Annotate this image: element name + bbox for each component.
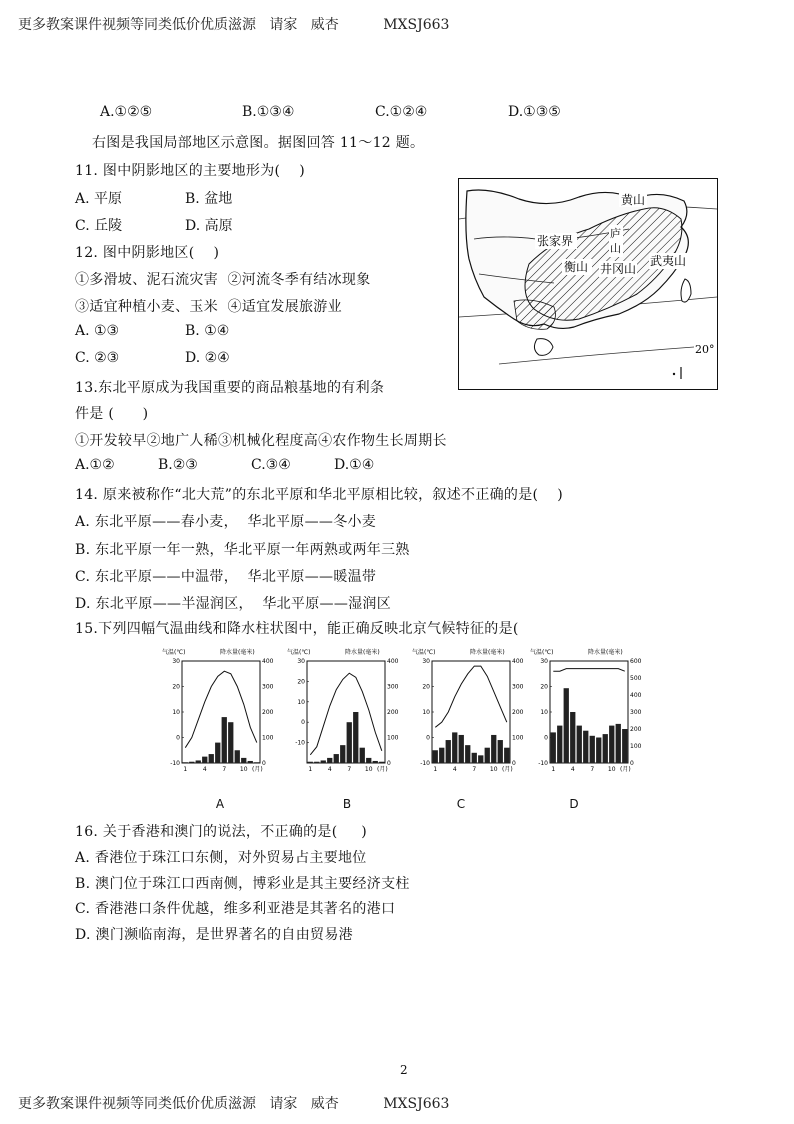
temp-curve [553,669,625,672]
precip-tick-label: 300 [262,683,274,691]
map-label-wuyishan: 武夷山 [650,254,687,268]
q11-option-a: A. 平原 [75,191,123,207]
temp-tick-label: 20 [297,678,305,686]
q13-option-b: B.②③ [158,457,198,473]
precip-bar [577,726,582,763]
precip-bar [564,688,569,763]
latitude-line [499,347,694,364]
map-label-shan: 山 [610,242,621,255]
precip-bar [327,758,332,763]
temp-tick-label: 30 [297,658,305,665]
q11-option-d: D. 高原 [185,218,233,234]
q13-stem-line1: 13.东北平原成为我国重要的商品粮基地的有利条 [75,380,385,396]
q16-option-d: D. 澳门濒临南海，是世界著名的自由贸易港 [75,927,353,943]
temp-axis-title: 气温(℃) [530,649,554,656]
precip-bar [433,750,438,763]
precip-tick-label: 500 [630,675,642,682]
precip-bar [209,754,214,763]
page-number: 2 [400,1063,408,1077]
q12-option-b: B. ①④ [185,323,230,339]
precip-tick-label: 200 [387,709,399,716]
precip-tick-label: 400 [512,658,524,665]
precip-tick-label: 300 [630,709,642,716]
month-tick-label: 7 [472,766,477,773]
precip-bar [340,745,345,763]
temp-tick-label: -10 [420,760,430,767]
temp-tick-label: 10 [422,709,430,716]
precip-bar [222,717,227,763]
latitude-label: 20° [695,343,715,356]
map-label-lu: 庐 [610,227,621,240]
precip-tick-label: 100 [387,734,399,742]
precip-axis-title: 降水量(毫米) [220,649,255,656]
precip-tick-label: 300 [512,683,524,691]
precip-bar [485,748,490,763]
temp-tick-label: 0 [301,719,305,727]
precip-tick-label: 0 [512,760,516,767]
precip-tick-label: 400 [387,658,399,665]
month-tick-label: 1 [183,766,188,773]
q16-stem: 16. 关于香港和澳门的说法，不正确的是( ) [75,824,367,840]
month-tick-label: 10 [239,766,248,773]
precip-bar [609,726,614,763]
q10-option-b: B.①③④ [242,104,295,120]
map-label-hengshan: 衡山 [564,260,589,274]
precip-bar [478,755,483,763]
precip-bar [596,738,601,764]
precip-tick-label: 100 [262,734,274,742]
precip-tick-label: 0 [387,760,391,767]
precip-axis-title: 降水量(毫米) [345,649,380,656]
chart-label-a: A [215,797,225,811]
temp-axis-title: 气温(℃) [287,649,311,656]
temp-axis-title: 气温(℃) [162,649,186,656]
q13-option-c: C.③④ [251,457,291,473]
precip-bar [557,726,562,763]
precip-tick-label: 200 [262,709,274,716]
month-tick-label: 1 [308,766,313,773]
q12-option-d: D. ②④ [185,350,230,366]
map-label-huangshan: 黄山 [621,193,646,207]
climate-chart-svg [530,645,648,773]
temp-curve [185,671,256,748]
q13-option-d: D.①④ [334,457,375,473]
q12-stem: 12. 图中阴影地区( ) [75,245,220,261]
month-tick-label: 4 [570,766,575,773]
temp-tick-label: -10 [170,760,180,767]
climate-chart-d [530,645,648,777]
precip-tick-label: 400 [262,658,274,665]
temp-curve [435,666,507,727]
precip-bar [459,735,464,763]
plot-frame [182,661,260,763]
bottom-banner: 更多教案课件视频等同类低价优质滋源 请家 威杏 MXSJ663 [18,1096,450,1112]
q12-statement-line2: ③适宜种植小麦、玉米 ④适宜发展旅游业 [75,299,342,315]
precip-bar [308,762,313,763]
precip-bar [446,740,451,763]
precip-bar [622,729,627,763]
month-tick-label: 1 [551,766,556,773]
temp-tick-label: 20 [172,683,180,691]
temp-tick-label: 10 [172,709,180,716]
climate-chart-b [287,645,405,777]
temp-tick-label: 20 [540,683,548,691]
month-unit-label: (月) [377,766,388,773]
region-map-svg [459,179,717,389]
map-intro: 右图是我国局部地区示意图。据图回答 11～12 题。 [92,135,425,151]
chart-label-d: D [569,797,579,811]
temp-tick-label: 10 [297,698,305,706]
month-tick-label: 4 [327,766,332,773]
month-tick-label: 7 [347,766,352,773]
temp-tick-label: 30 [172,658,180,665]
temp-tick-label: 30 [422,658,430,665]
q12-statement-line1: ①多滑坡、泥石流灾害 ②河流冬季有结冰现象 [75,272,371,288]
temp-tick-label: 0 [176,734,180,742]
precip-bar [491,735,496,763]
precip-bar [373,761,378,763]
precip-bar [347,722,352,763]
precip-bar [616,724,621,763]
precip-bar [241,758,246,763]
precip-bar [321,760,326,763]
precip-tick-label: 200 [512,709,524,716]
top-banner: 更多教案课件视频等同类低价优质滋源 请家 威杏 MXSJ663 [18,17,450,33]
precip-bar [452,732,457,763]
temp-tick-label: 0 [544,734,548,742]
q11-option-b: B. 盆地 [185,191,233,207]
month-tick-label: 10 [489,766,498,773]
month-unit-label: (月) [252,766,263,773]
q16-option-b: B. 澳门位于珠江口西南侧，博彩业是其主要经济支柱 [75,876,410,892]
precip-bar [228,722,233,763]
precip-bar [235,750,240,763]
climate-chart-c [412,645,530,777]
precip-bar [583,731,588,763]
q13-stem-line2: 件是 ( ) [75,406,149,422]
temp-tick-label: 0 [426,734,430,742]
precip-bar [353,712,358,763]
q10-option-d: D.①③⑤ [508,104,561,120]
precip-bar [504,748,509,763]
temp-curve [310,673,382,755]
q14-stem: 14. 原来被称作“北大荒”的东北平原和华北平原相比较，叙述不正确的是( ) [75,487,564,503]
q14-option-c: C. 东北平原——中温带， 华北平原——暖温带 [75,569,377,585]
map-label-zhangjiajie: 张家界 [537,234,574,248]
precip-tick-label: 300 [387,683,399,691]
q14-option-a: A. 东北平原——春小麦， 华北平原——冬小麦 [75,514,377,530]
precip-bar [314,762,319,763]
precip-bar [215,743,220,763]
precip-tick-label: 200 [630,726,642,733]
precip-tick-label: 0 [630,760,634,767]
precip-bar [360,748,365,763]
precip-tick-label: 400 [630,692,642,699]
precip-tick-label: 600 [630,658,642,665]
chart-label-c: C [456,797,466,811]
month-tick-label: 1 [433,766,438,773]
q14-option-d: D. 东北平原——半湿润区， 华北平原——湿润区 [75,596,392,612]
temp-axis-title: 气温(℃) [412,649,436,656]
precip-bar [202,757,207,763]
q10-option-c: C.①②④ [375,104,428,120]
climate-chart-svg [162,645,280,773]
precip-bar [590,736,595,763]
q16-option-a: A. 香港位于珠江口东侧，对外贸易占主要地位 [75,850,367,866]
region-map [458,178,718,390]
q13-option-a: A.①② [75,457,115,473]
precip-bar [439,748,444,763]
precip-bar [254,762,259,763]
precip-bar [498,740,503,763]
precip-bar [183,762,188,763]
q14-option-b: B. 东北平原一年一熟，华北平原一年两熟或两年三熟 [75,542,410,558]
temp-tick-label: 30 [540,658,548,665]
precip-bar [196,760,201,763]
q13-items: ①开发较早②地广人稀③机械化程度高④农作物生长周期长 [75,433,447,449]
precip-bar [189,762,194,763]
precip-bar [472,753,477,763]
temp-tick-label: 20 [422,683,430,691]
precip-bar [570,712,575,763]
climate-chart-a [162,645,280,777]
q15-stem: 15.下列四幅气温曲线和降水柱状图中，能正确反映北京气候特征的是( [75,621,519,637]
hainan-island [534,339,553,356]
precip-tick-label: 100 [512,734,524,742]
climate-chart-svg [287,645,405,773]
precip-bar [603,734,608,763]
precip-tick-label: 0 [262,760,266,767]
month-tick-label: 4 [202,766,207,773]
month-tick-label: 4 [452,766,457,773]
precip-bar [366,758,371,763]
temp-tick-label: -10 [295,739,305,747]
precip-bar [379,762,384,763]
precip-tick-label: 100 [630,743,642,750]
q11-option-c: C. 丘陵 [75,218,123,234]
month-tick-label: 10 [607,766,616,773]
month-unit-label: (月) [620,766,631,773]
month-unit-label: (月) [502,766,513,773]
q12-option-c: C. ②③ [75,350,120,366]
precip-axis-title: 降水量(毫米) [470,649,505,656]
precip-bar [551,732,556,763]
month-tick-label: 7 [590,766,595,773]
chart-label-b: B [342,797,352,811]
precip-bar [334,754,339,763]
q12-option-a: A. ①③ [75,323,120,339]
temp-tick-label: 10 [540,709,548,716]
climate-chart-svg [412,645,530,773]
map-label-jinggangshan: 井冈山 [600,262,637,276]
taiwan-island [681,279,691,302]
temp-tick-label: -10 [538,760,548,767]
q11-stem: 11. 图中阴影地区的主要地形为( ) [75,163,306,179]
month-tick-label: 10 [364,766,373,773]
month-tick-label: 7 [222,766,227,773]
q16-option-c: C. 香港港口条件优越，维多利亚港是其著名的港口 [75,901,396,917]
precip-bar [465,745,470,763]
precip-bar [248,761,253,763]
precip-axis-title: 降水量(毫米) [588,649,623,656]
q10-option-a: A.①②⑤ [100,104,153,120]
